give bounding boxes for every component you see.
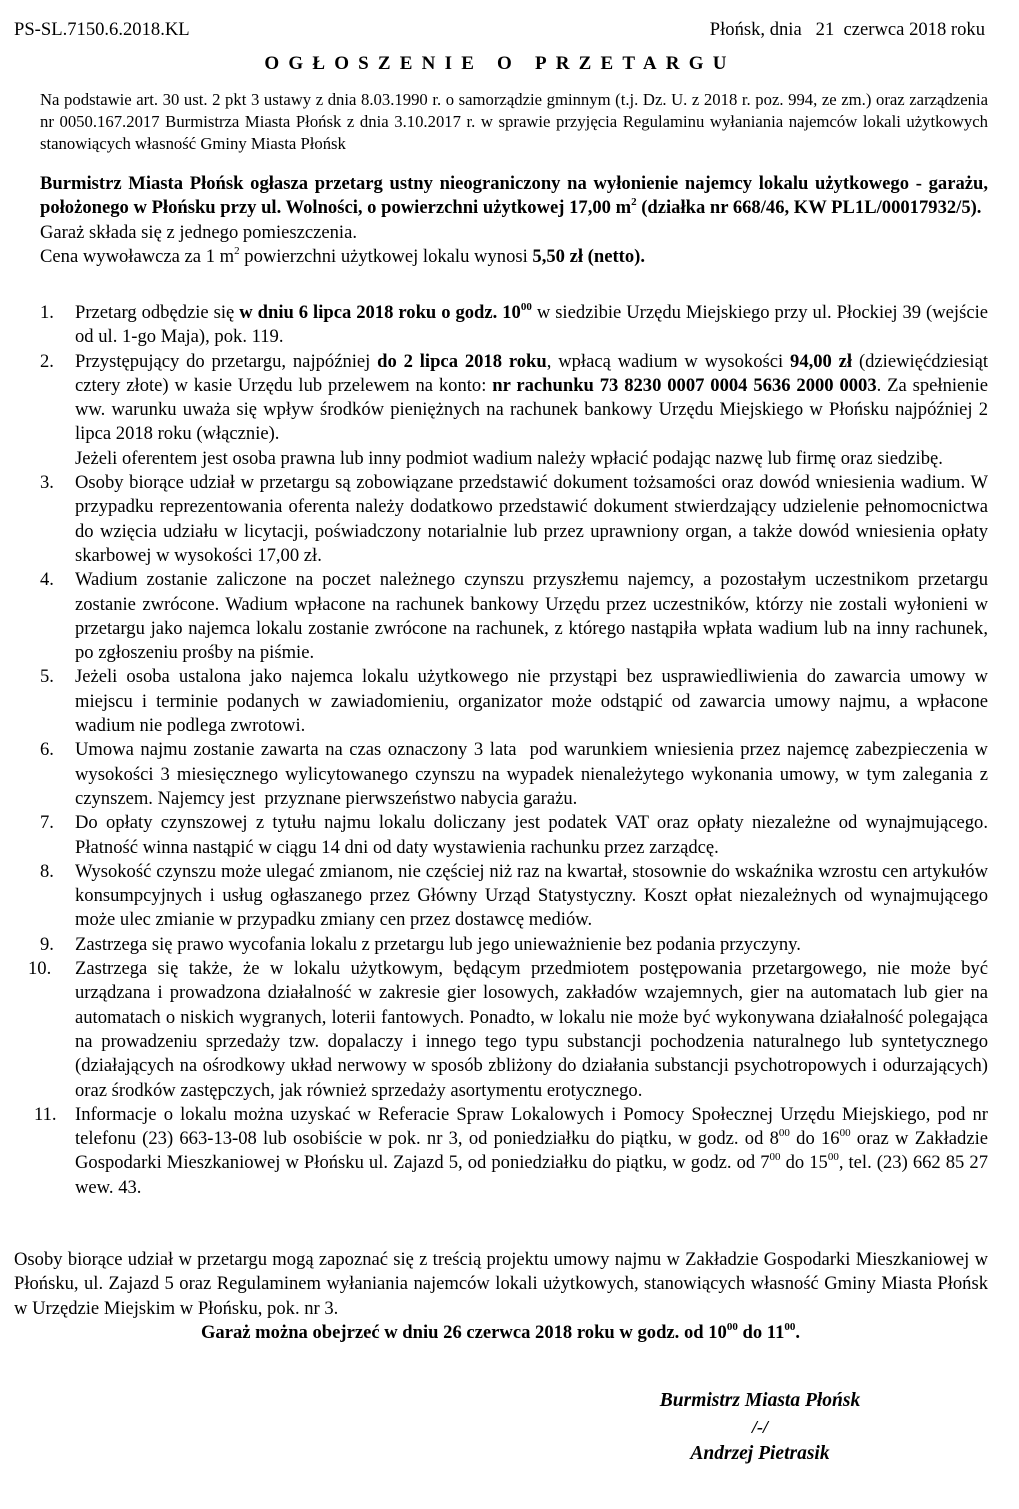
list-item: 10. Zastrzega się także, że w lokalu użytkowym, będącym przedmiotem postępowania przetargowego, nie może być urządzana i prowadzona działalność w zakresie gier losowych, zakładów wzajemnych, gier na automatach lub gier na automatach o niskich wygranych, loterii fantowych. Ponadto, w lokalu nie może być wykonywana działalność polegająca na prowadzeniu sprzedaży tzw. dopalaczy i innego tego typu substancji pochodzenia naturalnego lub syntetycznego (działających na ośrodkowy układ nerwowy w sposób zbliżony do działania substancji psychotropowych i odurzających) oraz środków zastępczych, jak również sprzedaży asortymentu erotycznego. <box>28 958 988 1101</box>
legal-basis: Na podstawie art. 30 ust. 2 pkt 3 ustawy z dnia 8.03.1990 r. o samorządzie gminnym (t.j. Dz. U. z 2018 r. poz. 994, ze zm.) oraz zarządzenia nr 0050.167.2017 Burmistrza Miasta Płońsk z dnia 3.10.2017 r. w sprawie przyjęcia Regulaminu wyłaniania najemców lokali użytkowych stanowiących własność Gminy Miasta Płońsk <box>40 90 988 154</box>
list-item: 4. Wadium zostanie zaliczone na poczet należnego czynszu przyszłemu najemcy, a pozostałym uczestnikom przetargu zostanie zwrócone. Wadium wpłacone na rachunek bankowy Urzędu przez uczestników, którzy nie zostali wyłonieni w przetargu jako najemca lokalu zostanie zwrócone na rachunek, z którego nastąpiła wpłata wadium lub na inny rachunek, po zgłoszeniu prośby na piśmie. <box>40 569 988 664</box>
list-item: 5. Jeżeli osoba ustalona jako najemca lokalu użytkowego nie przystąpi bez usprawiedliwienia do zawarcia umowy w miejscu i terminie podanych w zawiadomieniu, organizator może odstąpić od zawarcia umowy najmu, a wpłacone wadium nie podlega zwrotowi. <box>40 666 988 737</box>
signatory-title: Burmistrz Miasta Płońsk <box>659 1390 861 1411</box>
garage-description: Garaż składa się z jednego pomieszczenia. <box>40 221 357 243</box>
document-header <box>14 18 985 42</box>
list-item: 11. Informacje o lokalu można uzyskać w Referacie Spraw Lokalowych i Pomocy Społecznej Urzędu Miejskiego, pod nr telefonu (23) 663-13-08 lub osobiście w pok. nr 3, od poniedziałku do piątku, w godz. od $8^{00}$ do $16^{00}$ oraz w Zakładzie Gospodarki Mieszkaniowej w Płońsku ul. Zajazd 5, od poniedziałku do piątku, w godz. od $7^{00}$ do $15^{00}$, tel. (23) 662 85 27 wew. 43. <box>34 1103 989 1198</box>
list-item: 2. Przystępujący do przetargu, najpóźniej do 2 lipca 2018 roku, wpłacą wadium w wysokości 94,00 zł (dziewięćdziesiąt cztery złote) w kasie Urzędu lub przelewem na konto: nr rachunku 73 8230 0007 0004 5636 2000 0003. Za spełnienie ww. warunku uważa się wpływ środków pieniężnych na rachunek bankowy Urzędu Miejskiego w Płońsku najpóźniej 2 lipca 2018 roku (włącznie). Jeżeli oferentem jest osoba prawna lub inny podmiot wadium należy wpłacić podając nazwę lub firmę oraz siedzibę. <box>40 350 989 469</box>
list-item: 8. Wysokość czynszu może ulegać zmianom, nie częściej niż raz na kwartał, stosownie do wskaźnika wzrostu cen artykułów konsumpcyjnych i usług ogłaszanego przez Główny Urząd Statystyczny. Koszt opłat niezależnych od wynajmującego może ulec zmianie w przypadku zmiany cen przez dostawcę mediów. <box>40 860 988 931</box>
place-and-date: Płońsk, dnia 21 czerwca 2018 roku <box>709 19 985 40</box>
list-item: 9. Zastrzega się prawo wycofania lokalu z przetargu lub jego unieważnienie bez podania przyczyny. <box>40 933 801 955</box>
list-item: 3. Osoby biorące udział w przetargu są zobowiązane przedstawić dokument tożsamości oraz dowód wniesienia wadium. W przypadku reprezentowania oferenta należy dodatkowo przedstawić dokument stwierdzający udzielenie pełnomocnictwa do wzięcia udziału w licytacji, poświadczony notarialnie lub przez uprawniony organ, a także dowód wniesienia opłaty skarbowej w wysokości 17,00 zł. <box>40 472 988 566</box>
reference-number: PS-SL.7150.6.2018.KL <box>14 19 190 40</box>
list-item: 7. Do opłaty czynszowej z tytułu najmu lokalu doliczany jest podatek VAT oraz opłaty niezależne od wynajmującego. Płatność winna nastąpić w ciągu 14 dni od daty wystawienia rachunku przez zarządcę. <box>40 812 988 858</box>
document-title: OGŁOSZENIE O PRZETARGU <box>264 53 736 74</box>
signatory-name: Andrzej Pietrasik <box>690 1443 830 1464</box>
list-item: 1. Przetarg odbędzie się w dniu 6 lipca 2018 roku o godz. $10^{00}$ w siedzibie Urzędu Miejskiego przy ul. Płockiej 39 (wejście od ul. 1-go Maja), pok. 119. <box>40 301 988 348</box>
closing-paragraph: Osoby biorące udział w przetargu mogą zapoznać się z treścią projektu umowy najmu w Zakładzie Gospodarki Mieszkaniowej w Płońsku, ul. Zajazd 5 oraz Regulaminem wyłaniania najemców lokali użytkowych, stanowiących własność Gminy Miasta Płońsk w Urzędzie Miejskim w Płońsku, pok. nr 3. <box>14 1249 988 1319</box>
intro-section <box>40 172 988 269</box>
intro-announcement: Burmistrz Miasta Płońsk ogłasza przetarg ustny nieograniczony na wyłonienie najemcy lokalu użytkowego - garażu, położonego w Płońsku przy ul. Wolności, o powierzchni użytkowej 17,00 $m^2$ (działka nr 668/46, KW PL1L/00017932/5). <box>40 173 988 219</box>
signature-mark: /-/ <box>752 1417 768 1437</box>
viewing-notice: Garaż można obejrzeć w dniu 26 czerwca 2018 roku w godz. od $10^{00}$ do $11^{00}$. <box>200 1321 801 1343</box>
starting-price: Cena wywoławcza za 1 $m^2$ powierzchni użytkowej lokalu wynosi 5,50 zł (netto). <box>40 244 645 267</box>
conditions-list <box>14 301 993 1200</box>
list-item: 6. Umowa najmu zostanie zawarta na czas oznaczony 3 lata pod warunkiem wniesienia przez najemcę zabezpieczenia w wysokości 3 miesięcznego wylicytowanego czynszu na wypadek nienależytego wykonania umowy, w tym zalegania z czynszem. Najemcy jest przyznane pierwszeństwo nabycia garażu. <box>40 739 993 809</box>
